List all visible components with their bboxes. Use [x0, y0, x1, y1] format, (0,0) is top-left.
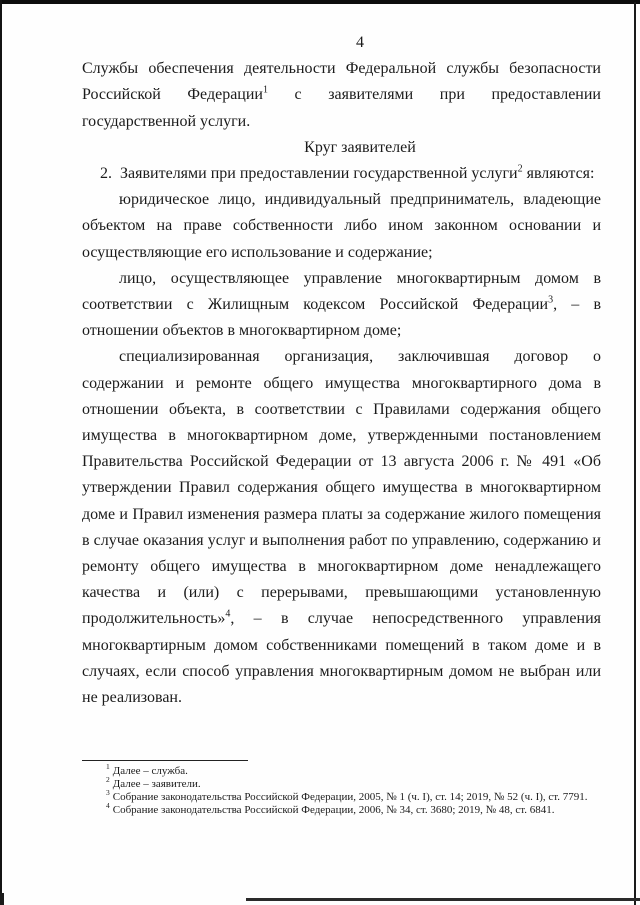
footnote-ref-2: 2: [517, 163, 523, 175]
footnotes-block: [82, 762, 601, 817]
paragraph-applicant-organization: [82, 344, 601, 711]
paragraph-applicant-manager: [82, 266, 601, 345]
footnote-2: [82, 775, 601, 791]
scan-border-bottom-tick: [0, 893, 4, 905]
document-body: [82, 30, 601, 711]
footnote-4-text: Собрание законодательства Российской Федерации, 2006, № 34, ст. 3680; 2019, № 48, ст. 6841.: [112, 803, 555, 816]
page-number: 4: [356, 34, 364, 51]
footnote-3-text: Собрание законодательства Российской Федерации, 2005, № 1 (ч. I), ст. 14; 2019, № 52 (ч. I), ст. 7791.: [112, 790, 588, 803]
paragraph-applicant-manager-text-continued: , – в отношении объектов в многоквартирном доме;: [82, 296, 601, 340]
paragraph-applicant-manager-text: лицо, осуществляющее управление многоквартирным домом в соответствии с Жилищным кодексом Российской Федерации: [82, 269, 601, 314]
footnote-4: [82, 801, 601, 817]
footnote-1-text: Далее – служба.: [112, 765, 188, 777]
footnote-ref-3: 3: [548, 294, 554, 306]
footnote-3: [82, 788, 601, 804]
paragraph-applicant-organization-text-continued: , – в случае непосредственного управления многоквартирным домом собственниками помещений в таком доме и в случаях, если способ управления многоквартирным домом не выбран или не реализован.: [82, 610, 601, 707]
footnote-2-text: Далее – заявители.: [112, 777, 201, 790]
footnote-3-marker: 3: [106, 788, 110, 798]
paragraph-intro-text: Службы обеспечения деятельности Федеральной службы безопасности Российской Федерации: [82, 60, 601, 104]
paragraph-item-2-text-continued: являются:: [522, 165, 595, 183]
section-heading: Круг заявителей: [304, 138, 416, 156]
footnote-ref-4: 4: [225, 609, 231, 621]
paragraph-item-2-text: 2. Заявителями при предоставлении государственной услуги: [100, 165, 518, 183]
scan-border-bottom: [246, 898, 640, 901]
scan-border-left: [0, 0, 2, 905]
paragraph-item-2: [82, 161, 601, 187]
footnote-ref-1: 1: [262, 85, 268, 97]
footnote-1-marker: 1: [106, 762, 110, 772]
footnote-2-marker: 2: [106, 775, 110, 785]
scan-border-right: [634, 2, 636, 905]
paragraph-applicant-legal-entity: юридическое лицо, индивидуальный предприниматель, владеющие объектом на праве собственности либо ином законном основании и осуществляющие его использование и содержание;: [82, 191, 601, 261]
footnote-4-marker: 4: [106, 801, 110, 811]
scan-border-top: [0, 0, 640, 4]
paragraph-applicant-organization-text: специализированная организация, заключившая договор о содержании и ремонте общего имущества многоквартирного дома в отношении объекта, в соответствии с Правилами содержания общего имущества в многоквартирном доме, утвержденными постановлением Правительства Российской Федерации от 13 августа 2006 г. № 491 «Об утверждении Правил содержания общего имущества в многоквартирном доме и Правил изменения размера платы за содержание жилого помещения в случае оказания услуг и выполнения работ по управлению, содержанию и ремонту общего имущества в многоквартирном доме ненадлежащего качества и (или) с перерывами, превышающими установленную продолжительность»: [82, 348, 601, 628]
footnote-separator: [82, 760, 248, 761]
paragraph-intro: [82, 56, 601, 135]
paragraph-intro-text-continued: с заявителями при предоставлении государственной услуги.: [82, 86, 601, 130]
footnote-1: [82, 762, 601, 778]
